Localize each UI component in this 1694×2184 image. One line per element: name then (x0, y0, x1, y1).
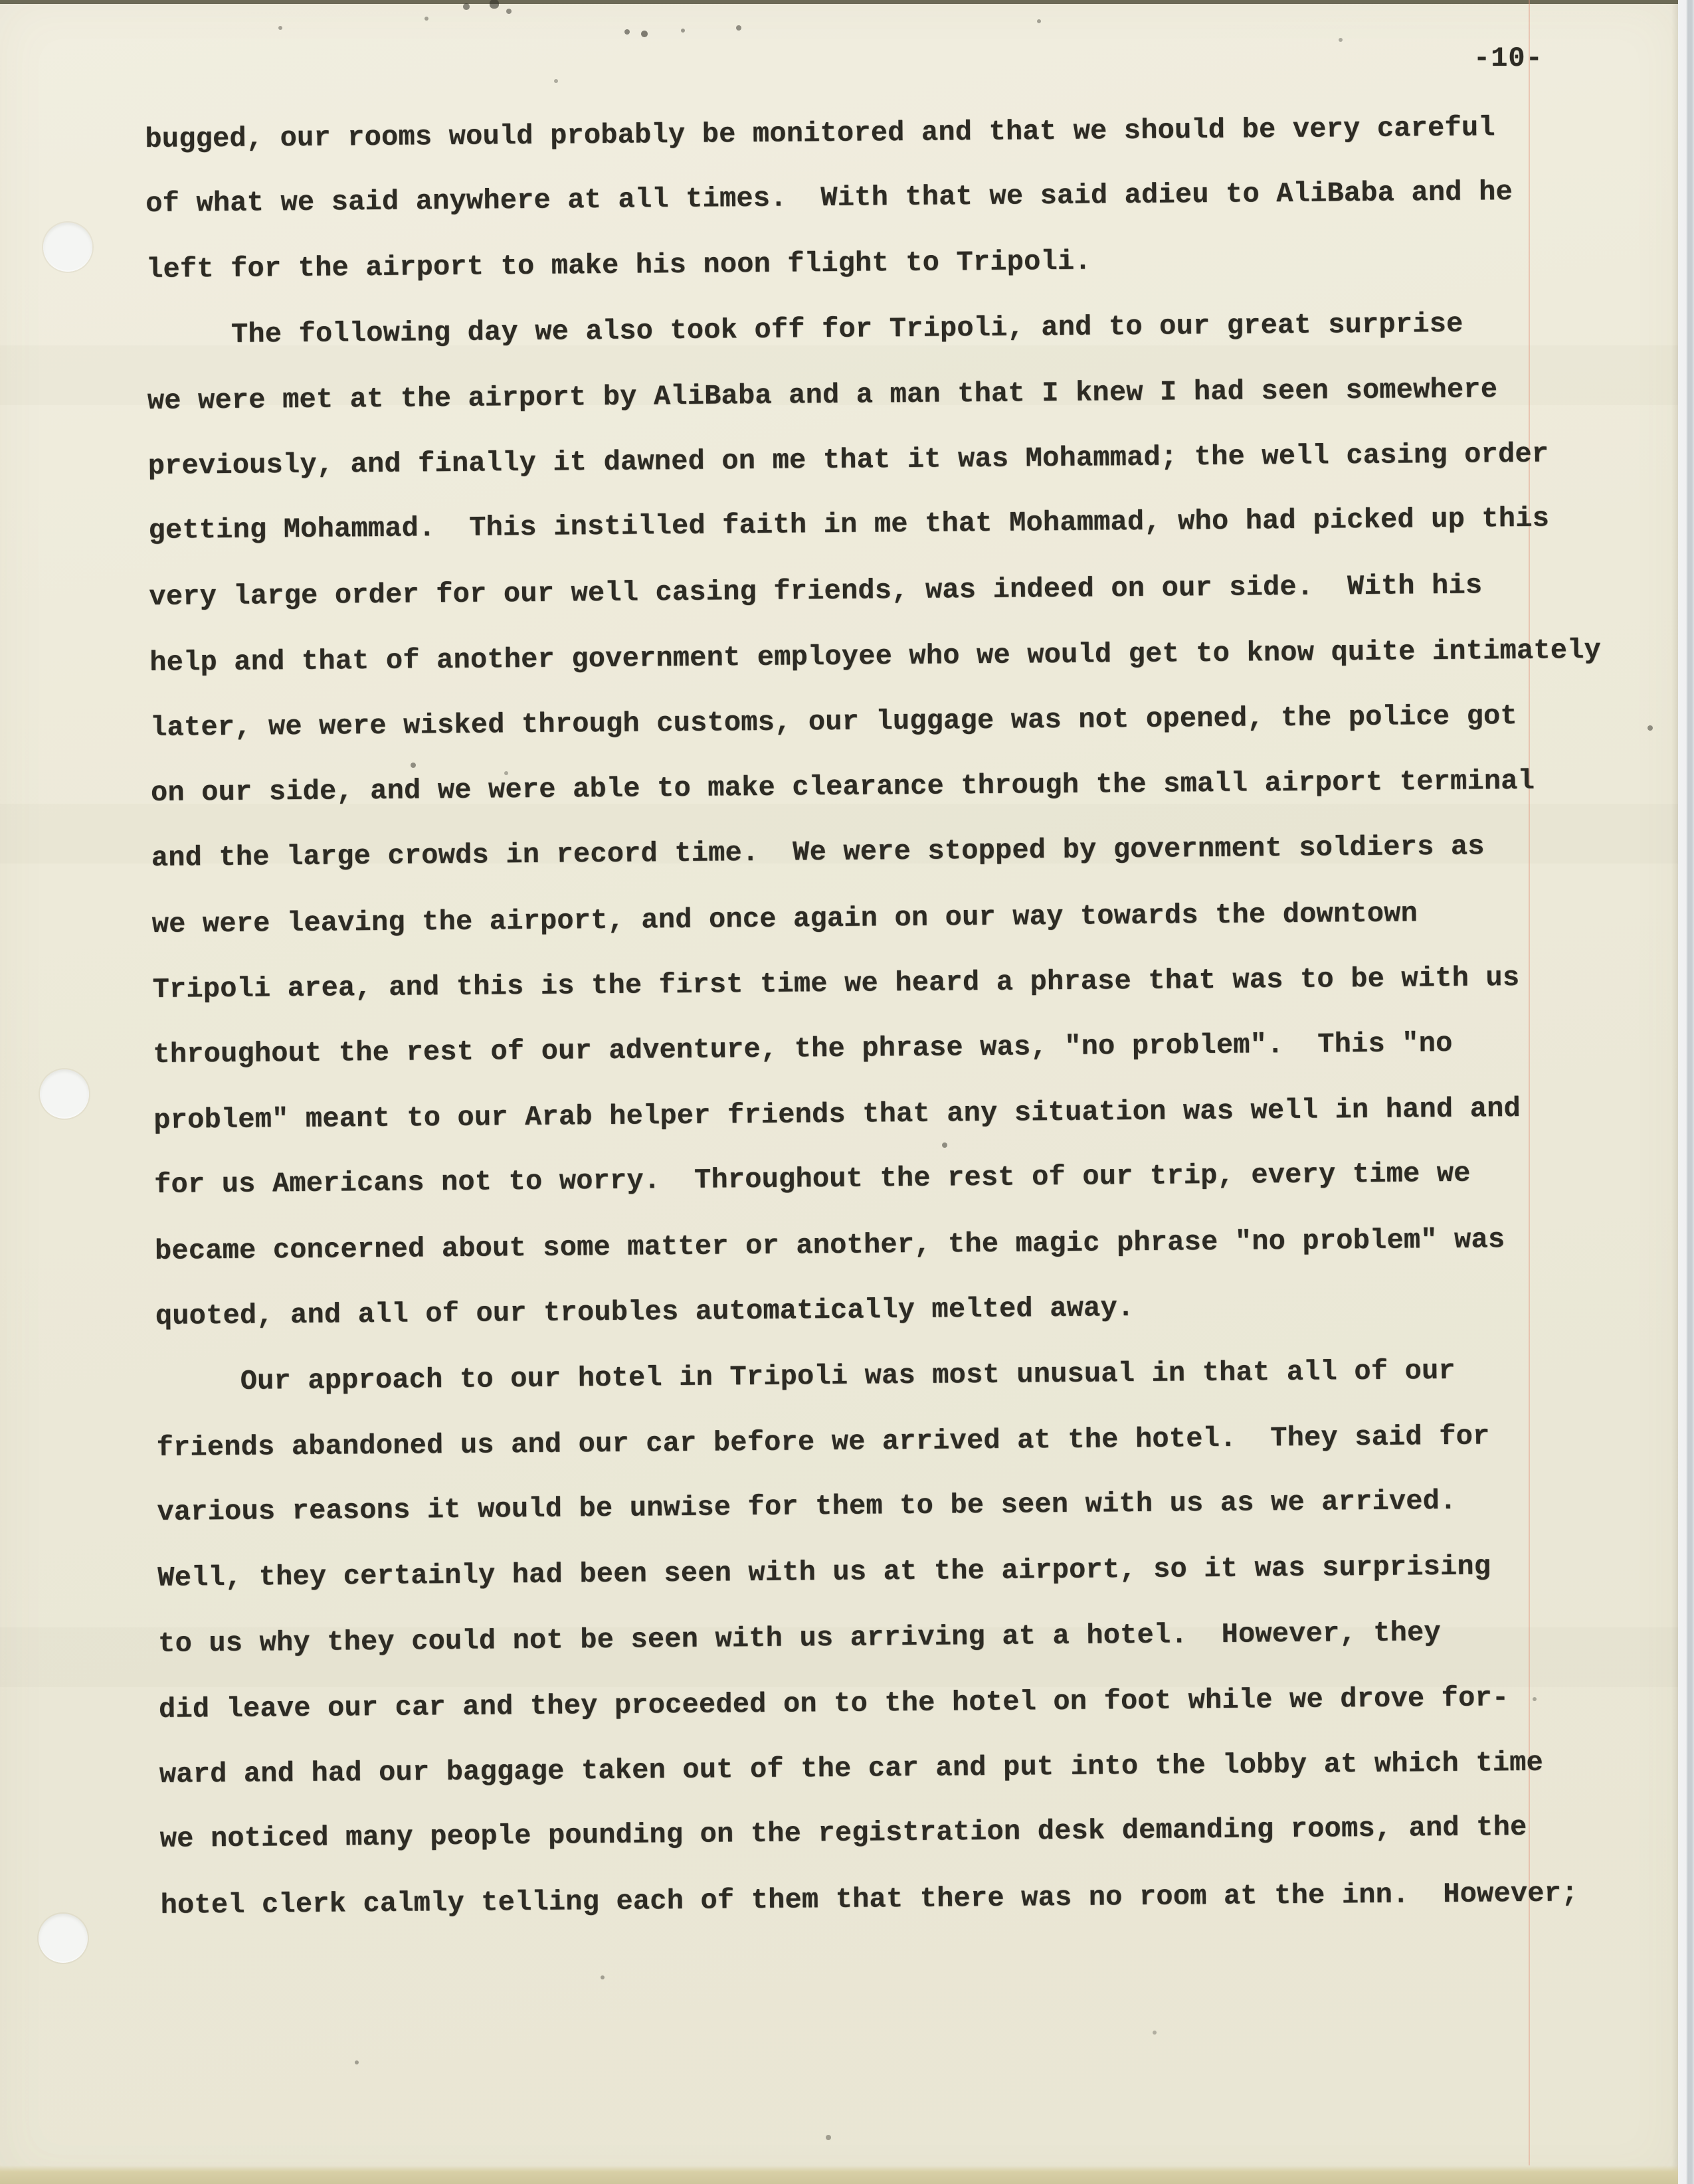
typed-line: very large order for our well casing friends, was indeed on our side. With his (149, 569, 1483, 613)
typed-line: we were leaving the airport, and once again on our way towards the downtown (151, 897, 1418, 941)
punch-hole-bottom (39, 1914, 88, 1963)
typed-line: friends abandoned us and our car before we arrived at the hotel. They said for (156, 1420, 1490, 1464)
typed-line: various reasons it would be unwise for them to be seen with us as we arrived. (157, 1485, 1457, 1528)
punch-hole-top (43, 223, 92, 272)
typed-line: and the large crowds in record time. We were stopped by government soldiers as (151, 830, 1485, 874)
typed-line: previously, and finally it dawned on me that it was Mohammad; the well casing order (147, 438, 1549, 482)
typed-line: help and that of another government employee who we would get to know quite intimately (149, 634, 1602, 679)
scan-bottom-edge (0, 2165, 1678, 2184)
typed-line: left for the airport to make his noon flight to Tripoli. (145, 245, 1091, 286)
typed-line: on our side, and we were able to make clearance through the small airport terminal (150, 765, 1535, 809)
typed-line: of what we said anywhere at all times. With that we said adieu to AliBaba and he (145, 175, 1513, 220)
paper-edge-shadow (1671, 0, 1678, 2184)
typed-line: Tripoli area, and this is the first time we heard a phrase that was to be with us (152, 961, 1520, 1006)
typed-lines (145, 94, 1636, 1938)
typed-line: Our approach to our hotel in Tripoli was most unusual in that all of our (155, 1354, 1456, 1398)
punch-hole-middle (40, 1069, 89, 1119)
typed-line: problem" meant to our Arab helper friends that any situation was well in hand and (153, 1092, 1521, 1137)
typed-line: later, we were wisked through customs, our luggage was not opened, the police got (149, 699, 1518, 744)
typed-line: did leave our car and they proceeded on to the hotel on foot while we drove for- (158, 1682, 1509, 1726)
scan-specks (0, 0, 3, 3)
typed-line: The following day we also took off for Tripoli, and to our great surprise (146, 308, 1463, 351)
scan-top-edge (0, 0, 1678, 4)
typed-line: quoted, and all of our troubles automatically melted away. (155, 1292, 1135, 1332)
typed-line: bugged, our rooms would probably be monitored and that we should be very careful (145, 112, 1495, 155)
typed-line: we noticed many people pounding on the registration desk demanding rooms, and the (159, 1811, 1527, 1855)
typed-line: we were met at the airport by AliBaba and a man that I knew I had seen somewhere (147, 373, 1498, 417)
page-number: -10- (1473, 43, 1543, 74)
typed-line: for us Americans not to worry. Throughout the rest of our trip, every time we (153, 1157, 1471, 1201)
typed-line: getting Mohammad. This instilled faith in me that Mohammad, who had picked up this (148, 502, 1550, 547)
typed-line: Well, they certainly had been seen with us at the airport, so it was surprising (157, 1550, 1491, 1594)
scan-right-edge (1678, 0, 1694, 2184)
typed-line: throughout the rest of our adventure, the phrase was, "no problem". This "no (153, 1027, 1453, 1071)
typed-line: to us why they could not be seen with us arriving at a hotel. However, they (157, 1616, 1442, 1660)
typed-line: hotel clerk calmly telling each of them that there was no room at the inn. However; (160, 1876, 1578, 1922)
typed-line: ward and had our baggage taken out of the car and put into the lobby at which time (159, 1746, 1544, 1791)
typed-line: became concerned about some matter or another, the magic phrase "no problem" was (154, 1223, 1505, 1267)
